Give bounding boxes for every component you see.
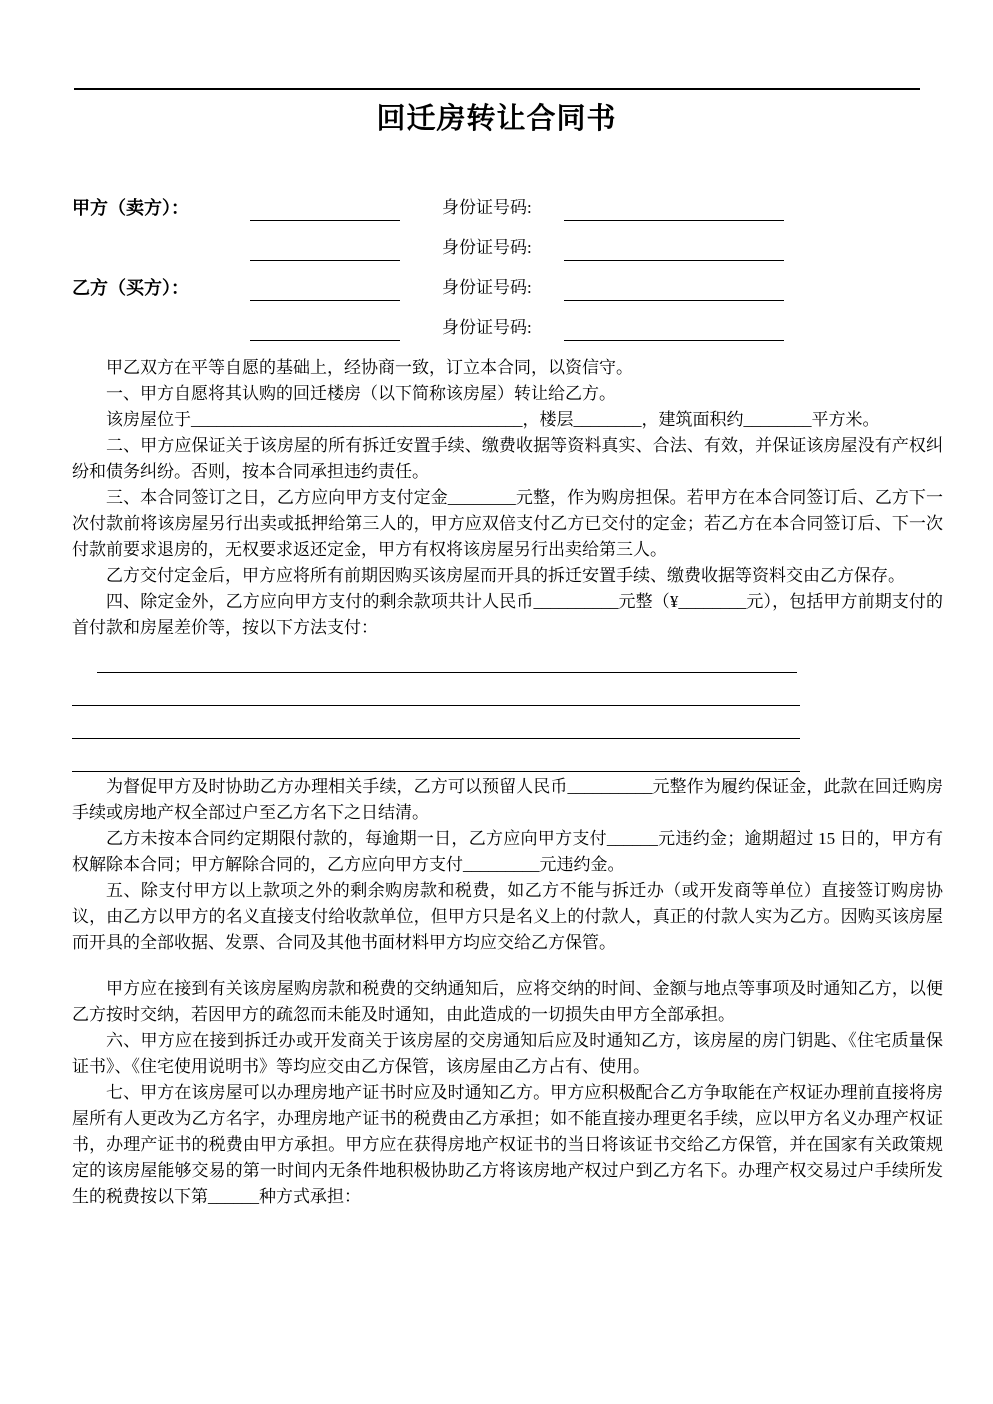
party-a2-id-blank [564, 240, 784, 261]
clauses-section [72, 355, 943, 1210]
party-b-row-1 [72, 261, 943, 301]
party-b2-name-blank [250, 320, 400, 341]
header-rule [74, 88, 920, 90]
party-a-id-blank [564, 200, 784, 221]
clause-5-notice: 甲方应在接到有关该房屋购房款和税费的交纳通知后，应将交纳的时间、金额与地点等事项及时通知乙方，以便乙方按时交纳，若因甲方的疏忽而未能及时通知，由此造成的一切损失由甲方全部承担。 [72, 979, 943, 1024]
party-b-label: 乙方（买方）： [72, 278, 189, 298]
party-b-id-blank [564, 280, 784, 301]
clause-2: 二、甲方应保证关于该房屋的所有拆迁安置手续、缴费收据等资料真实、合法、有效，并保证该房屋没有产权纠纷和债务纠纷。否则，按本合同承担违约责任。 [72, 436, 943, 481]
parties-section [72, 181, 943, 341]
clause-4-guarantee: 为督促甲方及时协助乙方办理相关手续，乙方可以预留人民币__________元整作为履约保证金，此款在回迁购房手续或房地产权全部过户至乙方名下之日结清。 [72, 777, 943, 822]
clause-1-location: 该房屋位于_______________________________________，楼层________，建筑面积约________平方米。 [106, 410, 880, 429]
payment-method-blank-lines [72, 657, 943, 772]
clause-1: 一、甲方自愿将其认购的回迁楼房（以下简称该房屋）转让给乙方。 [106, 384, 616, 403]
clause-4-penalty: 乙方未按本合同约定期限付款的，每逾期一日，乙方应向甲方支付______元违约金；逾期超过 15 日的，甲方有权解除本合同；甲方解除合同的，乙方应向甲方支付_________元违约金。 [72, 829, 943, 874]
clause-5: 五、除支付甲方以上款项之外的剩余购房款和税费，如乙方不能与拆迁办（或开发商等单位）直接签订购房协议，由乙方以甲方的名义直接支付给收款单位，但甲方只是名义上的付款人，真正的付款人实为乙方。因购买该房屋而开具的全部收据、发票、合同及其他书面材料甲方均应交给乙方保管。 [72, 881, 943, 952]
blank-writing-line [72, 739, 800, 772]
blank-writing-line [72, 706, 800, 739]
clause-3: 三、本合同签订之日，乙方应向甲方支付定金________元整，作为购房担保。若甲方在本合同签订后、乙方下一次付款前将该房屋另行出卖或抵押给第三人的，甲方应双倍支付乙方已交付的定金；若乙方在本合同签订后、下一次付款前要求退房的，无权要求返还定金，甲方有权将该房屋另行出卖给第三人。 [72, 488, 943, 559]
clause-7: 七、甲方在该房屋可以办理房地产证书时应及时通知乙方。甲方应积极配合乙方争取能在产权证办理前直接将房屋所有人更改为乙方名字，办理房地产证书的税费由乙方承担；如不能直接办理更名手续，应以甲方名义办理产权证书，办理产证书的税费由甲方承担。甲方应在获得房地产权证书的当日将该证书交给乙方保管，并在国家有关政策规定的该房屋能够交易的第一时间内无条件地积极协助乙方将该房地产权过户到乙方名下。办理产权交易过户手续所发生的税费按以下第______种方式承担： [72, 1083, 943, 1206]
party-a-name-blank [250, 200, 400, 221]
clause-4: 四、除定金外，乙方应向甲方支付的剩余款项共计人民币__________元整（¥________元），包括甲方前期支付的首付款和房屋差价等，按以下方法支付： [72, 592, 943, 637]
party-a-row-1 [72, 181, 943, 221]
party-a2-name-blank [250, 240, 400, 261]
clause-6: 六、甲方应在接到拆迁办或开发商关于该房屋的交房通知后应及时通知乙方，该房屋的房门钥匙、《住宅质量保证书》、《住宅使用说明书》等均应交由乙方保管，该房屋由乙方占有、使用。 [72, 1031, 943, 1076]
clause-3-deposit-note: 乙方交付定金后，甲方应将所有前期因购买该房屋而开具的拆迁安置手续、缴费收据等资料交由乙方保存。 [106, 566, 905, 585]
blank-writing-line [97, 657, 797, 673]
party-a-row-2 [72, 221, 943, 261]
party-b-id-label: 身份证号码: [442, 278, 532, 297]
blank-writing-line [72, 673, 800, 706]
party-b2-id-blank [564, 320, 784, 341]
party-b-name-blank [250, 280, 400, 301]
party-b-row-2 [72, 301, 943, 341]
page-title: 回迁房转让合同书 [376, 103, 617, 135]
party-a-id-label: 身份证号码: [442, 198, 532, 217]
party-b2-id-label: 身份证号码: [442, 318, 532, 337]
party-a2-id-label: 身份证号码: [442, 238, 532, 257]
party-a-label: 甲方（卖方）： [72, 198, 189, 218]
contract-content [0, 181, 993, 1210]
paragraph-preamble: 甲乙双方在平等自愿的基础上，经协商一致，订立本合同，以资信守。 [106, 358, 633, 377]
